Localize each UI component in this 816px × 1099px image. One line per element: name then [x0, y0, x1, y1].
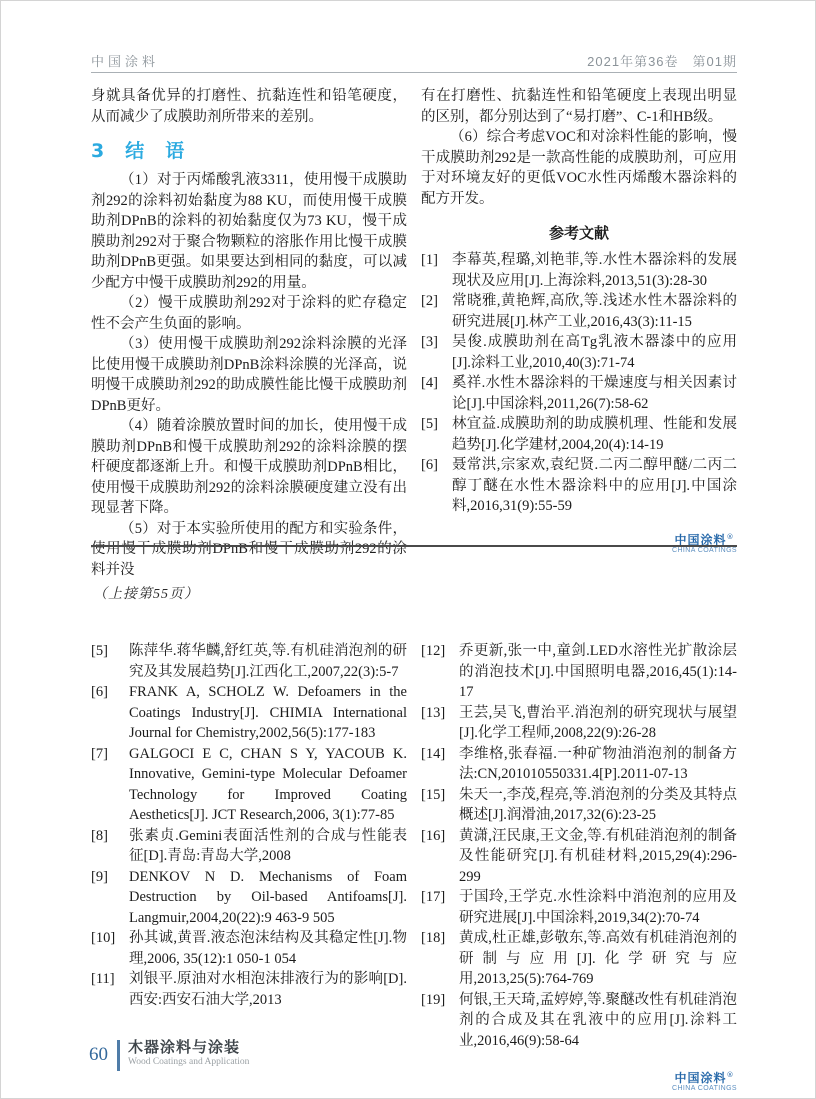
reference-list: [421, 641, 737, 1051]
reference-number: [4]: [421, 375, 438, 391]
continued-references-section: [91, 641, 737, 1093]
reference-text: 朱天一,李茂,程亮,等.消泡剂的分类及其特点概述[J].润滑油,2017,32(6):23-25: [459, 786, 737, 823]
intro-paragraph: 身就具备优异的打磨性、抗黏连性和铅笔硬度，从而减少了成膜助剂所带来的差别。: [91, 88, 407, 125]
page-number: 60: [89, 1044, 108, 1065]
footer-section-title: 木器涂料与涂装: [128, 1038, 241, 1056]
logo-name: 中国涂料: [674, 1071, 727, 1085]
references-heading: 参考文献: [548, 226, 609, 242]
intro-paragraph: 有在打磨性、抗黏连性和铅笔硬度上表现出明显的区别，都分别达到了“易打磨”、C-1和HB级。: [421, 88, 737, 125]
reference-text: 陈萍华.蒋华麟,舒红英,等.有机硅消泡剂的研究及其发展趋势[J].江西化工,2007,22(3):5-7: [129, 643, 407, 680]
reference-number: [5]: [421, 416, 438, 432]
reference-number: [16]: [421, 827, 446, 844]
reference-list: [421, 250, 737, 517]
reference-item: [91, 826, 407, 867]
section-heading: 3 结 语: [91, 140, 186, 162]
reference-text: 李幕英,程璐,刘艳菲,等.水性木器涂料的发展现状及应用[J].上海涂料,2013,51(3):28-30: [452, 252, 737, 289]
reference-item: [421, 291, 737, 332]
page-header: [91, 51, 737, 70]
reference-text: 于国玲,王学克.水性涂料中消泡剂的应用及研究进展[J].中国涂料,2019,34(2):70-74: [459, 889, 737, 926]
section-divider: [91, 545, 737, 547]
reference-number: [6]: [421, 457, 438, 473]
reference-item: [91, 969, 407, 1010]
reference-number: [1]: [421, 252, 438, 268]
reference-item: [421, 455, 737, 517]
china-coatings-logo: [421, 531, 737, 555]
conclusion-paragraph: （2）慢干成膜助剂292对于涂料的贮存稳定性不会产生负面的影响。: [91, 295, 407, 332]
reference-number: [10]: [91, 930, 116, 946]
logo-subtitle: CHINA COATINGS: [672, 1085, 737, 1092]
reference-number: [15]: [421, 786, 446, 803]
reference-number: [18]: [421, 930, 446, 946]
trademark-symbol: ®: [726, 1071, 735, 1079]
reference-number: [3]: [421, 334, 438, 350]
reference-number: [11]: [91, 971, 115, 987]
reference-number: [12]: [421, 643, 446, 659]
reference-number: [5]: [91, 643, 108, 659]
reference-list: [91, 641, 407, 1010]
right-column: [421, 86, 737, 580]
reference-item: [421, 641, 737, 703]
reference-text: DENKOV N D. Mechanisms of Foam Destruction by Oil-based Antifoams[J]. Langmuir,2004,20(22):9 463-9 505: [129, 868, 407, 926]
reference-text: 乔更新,张一中,童剑.LED水溶性光扩散涂层的消泡技术[J].中国照明电器,2016,45(1):14-17: [459, 643, 737, 700]
reference-text: 黄潇,汪民康,王文金,等.有机硅消泡剂的制备及性能研究[J].有机硅材料,2015,29(4):296-299: [459, 827, 737, 885]
reference-item: [421, 928, 737, 990]
reference-text: 常晓雅,黄艳辉,高欣,等.浅述水性木器涂料的研究进展[J].林产工业,2016,43(3):11-15: [452, 293, 737, 330]
right-column: [421, 641, 737, 1093]
reference-text: 林宜益.成膜助剂的助成膜机理、性能和发展趋势[J].化学建材,2004,20(4):14-19: [452, 416, 737, 453]
logo-name: 中国涂料: [674, 532, 727, 547]
reference-item: [91, 928, 407, 969]
logo-subtitle: CHINA COATINGS: [672, 546, 737, 554]
reference-number: [14]: [421, 745, 446, 762]
reference-item: [421, 744, 737, 785]
reference-text: 吴俊.成膜助剂在高Tg乳液木器漆中的应用[J].涂料工业,2010,40(3):71-74: [452, 334, 737, 371]
trademark-symbol: ®: [726, 532, 735, 541]
conclusion-paragraph: （5）对于本实验所使用的配方和实验条件，使用慢干成膜助剂DPnB和慢干成膜助剂292的涂料并没: [91, 520, 407, 578]
reference-number: [17]: [421, 889, 446, 905]
reference-text: 聂常洪,宗家欢,袁纪贤.二丙二醇甲醚/二丙二醇丁醚在水性木器涂料中的应用[J].中国涂料,2016,31(9):55-59: [452, 457, 737, 514]
china-coatings-logo: [421, 1069, 737, 1093]
reference-item: [421, 887, 737, 928]
footer-divider-bar: [117, 1040, 120, 1071]
reference-number: [9]: [91, 868, 108, 885]
reference-item: [421, 414, 737, 455]
reference-text: FRANK A, SCHOLZ W. Defoamers in the Coatings Industry[J]. CHIMIA International Journal for Chemistry,2002,56(5):177-183: [129, 684, 407, 741]
conclusion-paragraph: （1）对于丙烯酸乳液3311，使用慢干成膜助剂292的涂料初始黏度为88 KU，而使用慢干成膜助剂DPnB的涂料的初始黏度仅为73 KU，慢干成膜助剂292对于聚合物颗粒的溶胀作用比慢干成膜助剂DPnB更强。如果要达到相同的黏度，可以减少配方中慢干成膜助剂292的用量。: [91, 172, 407, 291]
conclusion-paragraph: （4）随着涂膜放置时间的加长，使用慢干成膜助剂DPnB和慢干成膜助剂292的涂料涂膜的摆杆硬度都逐渐上升。和慢干成膜助剂DPnB相比，使用慢干成膜助剂292的涂料涂膜硬度建立没有出现显著下降。: [91, 418, 407, 516]
reference-item: [421, 250, 737, 291]
footer-section-subtitle: Wood Coatings and Application: [128, 1057, 250, 1067]
reference-text: 王芸,吴飞,曹治平.消泡剂的研究现状与展望[J].化学工程师,2008,22(9):26-28: [459, 704, 737, 741]
reference-number: [7]: [91, 745, 108, 762]
reference-text: 张素贞.Gemini表面活性剂的合成与性能表征[D].青岛:青岛大学,2008: [129, 827, 407, 864]
reference-number: [2]: [421, 293, 438, 309]
reference-item: [421, 703, 737, 744]
journal-name: 中国涂料: [91, 54, 160, 69]
reference-item: [421, 990, 737, 1052]
reference-text: 李维格,张春福.一种矿物油消泡剂的制备方法:CN,201010550331.4[P].2011-07-13: [459, 745, 737, 782]
header-divider: [91, 72, 737, 73]
conclusion-paragraphs: [91, 170, 407, 580]
continuation-note: （上接第55页）: [93, 587, 199, 602]
conclusion-paragraph: （6）综合考虑VOC和对涂料性能的影响，慢干成膜助剂292是一款高性能的成膜助剂，可应用于对环境友好的更低VOC水性丙烯酸木器涂料的配方开发。: [421, 129, 737, 207]
left-column: [91, 86, 407, 580]
reference-item: [91, 744, 407, 826]
reference-text: 孙其诚,黄晋.液态泡沫结构及其稳定性[J].物理,2006, 35(12):1 050-1 054: [129, 930, 407, 967]
reference-item: [421, 332, 737, 373]
reference-text: 奚祥.水性木器涂料的干燥速度与相关因素讨论[J].中国涂料,2011,26(7):58-62: [452, 375, 737, 412]
left-column: [91, 641, 407, 1093]
reference-item: [421, 785, 737, 826]
reference-number: [19]: [421, 991, 446, 1008]
conclusion-paragraph: （3）使用慢干成膜助剂292涂料涂膜的光泽比使用慢干成膜助剂DPnB涂料涂膜的光泽高，说明慢干成膜助剂292的助成膜性能比慢干成膜助剂DPnB更好。: [91, 336, 407, 414]
reference-item: [421, 373, 737, 414]
reference-text: 何银,王天琦,孟婷婷,等.聚醚改性有机硅消泡剂的合成及其在乳液中的应用[J].涂料工业,2016,46(9):58-64: [459, 991, 737, 1049]
reference-item: [421, 826, 737, 888]
issue-info: 2021年第36卷 第01期: [587, 54, 737, 69]
reference-item: [91, 682, 407, 744]
reference-number: [6]: [91, 684, 108, 700]
article-body: [91, 86, 737, 580]
reference-item: [91, 641, 407, 682]
reference-text: 刘银平.原油对水相泡沫排液行为的影响[D].西安:西安石油大学,2013: [129, 971, 407, 1008]
reference-item: [91, 867, 407, 929]
reference-text: GALGOCI E C, CHAN S Y, YACOUB K. Innovative, Gemini-type Molecular Defoamer Technology for Improved Coating Aesthetics[J]. JCT Research,2006, 3(1):77-85: [129, 745, 407, 823]
reference-number: [8]: [91, 827, 108, 844]
reference-number: [13]: [421, 704, 446, 721]
page-footer: [89, 1039, 249, 1071]
reference-text: 黄成,杜正雄,彭敬东,等.高效有机硅消泡剂的研制与应用[J].化学研究与应用,2013,25(5):764-769: [459, 930, 737, 987]
